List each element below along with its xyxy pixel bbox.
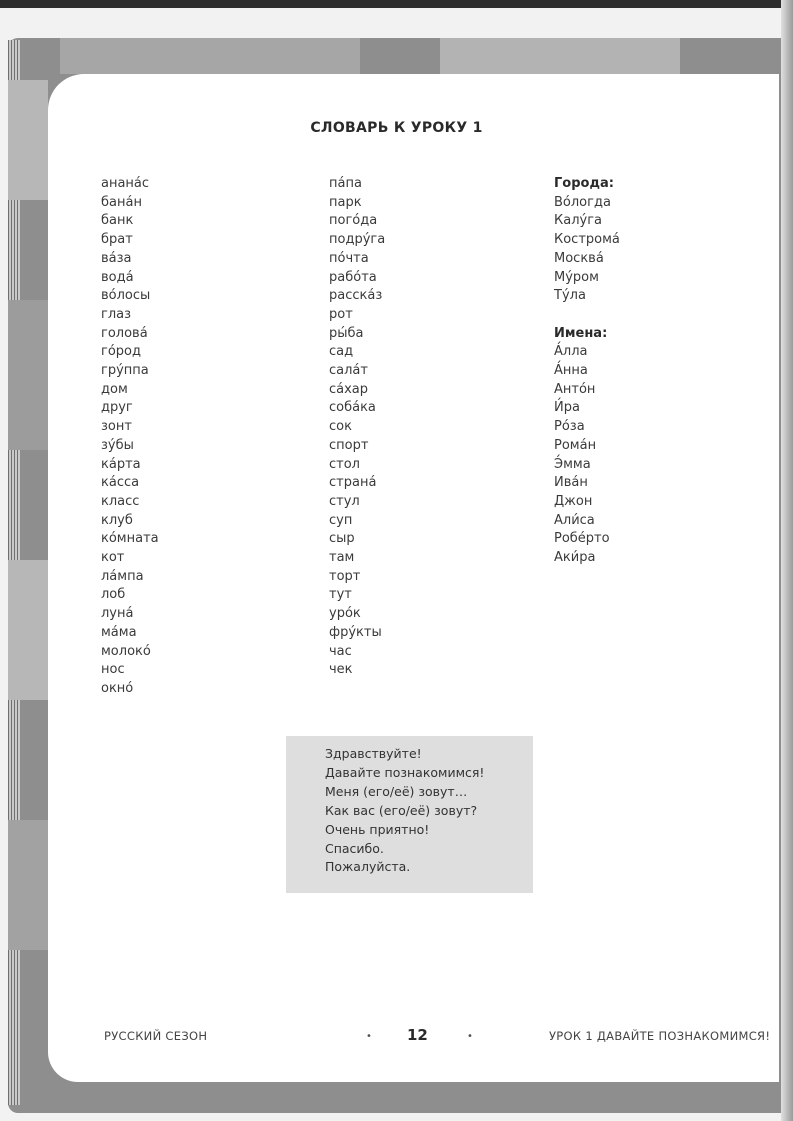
vocab-word: сад <box>329 344 354 360</box>
vocab-word: клуб <box>101 512 133 528</box>
cover-stripe <box>60 38 360 74</box>
vocab-word: сок <box>329 419 352 435</box>
cities-heading: Города: <box>554 176 614 191</box>
city-name: Калу́га <box>554 213 602 229</box>
vocab-word: расска́з <box>329 288 383 304</box>
phrase-line: Как вас (его/её) зовут? <box>325 802 478 818</box>
person-name: Анто́н <box>554 381 596 397</box>
vocab-word: брат <box>101 232 133 248</box>
vocab-word: ры́ба <box>329 325 364 341</box>
vocab-word: спорт <box>329 437 369 453</box>
vocab-word: ла́мпа <box>101 568 144 584</box>
vocab-word: голова́ <box>101 325 148 341</box>
city-name: Ту́ла <box>554 288 586 304</box>
edge-band <box>8 80 48 200</box>
edge-band <box>8 560 48 700</box>
person-name: Робе́рто <box>554 531 610 547</box>
cover-stripe <box>440 38 680 74</box>
vocab-word: бана́н <box>101 194 142 210</box>
vocab-word: гру́ппа <box>101 363 149 379</box>
scan-border-right <box>781 0 793 1121</box>
footer-lesson-title: УРОК 1 ДАВАЙТЕ ПОЗНАКОМИМСЯ! <box>549 1029 771 1043</box>
vocab-column-3 <box>554 175 620 568</box>
vocab-column-2 <box>329 175 385 680</box>
vocab-word: ка́сса <box>101 475 140 491</box>
person-name: А́нна <box>554 363 588 379</box>
vocab-word: во́лосы <box>101 288 151 304</box>
vocab-word: дом <box>101 381 128 397</box>
phrase-line: Очень приятно! <box>325 821 430 837</box>
city-name: Му́ром <box>554 269 599 285</box>
footer-separator: • <box>467 1031 473 1042</box>
vocab-word: па́па <box>329 176 362 191</box>
vocab-column-1 <box>101 175 159 699</box>
person-name: Э́мма <box>554 456 591 472</box>
vocab-word: ма́ма <box>101 624 137 640</box>
vocab-word: го́род <box>101 344 141 360</box>
vocab-word: друг <box>101 400 133 416</box>
vocab-word: суп <box>329 512 353 528</box>
vocab-word: класс <box>101 493 140 509</box>
vocab-word: нос <box>101 662 125 678</box>
vocab-word: по́чта <box>329 250 369 266</box>
vocab-word: глаз <box>101 306 132 322</box>
vocab-word: банк <box>101 213 134 229</box>
city-name: Москва́ <box>554 250 604 266</box>
person-name: Али́са <box>554 512 595 528</box>
vocab-word: час <box>329 643 352 659</box>
vocab-word: луна́ <box>101 606 134 622</box>
phrase-line: Давайте познакомимся! <box>325 764 485 780</box>
names-heading: Имена: <box>554 325 608 341</box>
vocab-word: стол <box>329 456 360 472</box>
cities-list <box>554 194 620 306</box>
vocab-word: фру́кты <box>329 624 382 640</box>
person-name: Аки́ра <box>554 550 596 566</box>
person-name: Ива́н <box>554 475 588 491</box>
phrase-line: Пожалуйста. <box>325 859 411 875</box>
phrase-line: Меня (его/её) зовут… <box>325 783 468 799</box>
phrase-line: Спасибо. <box>325 840 384 856</box>
vocab-word: соба́ка <box>329 400 376 416</box>
spacer <box>554 306 620 325</box>
vocab-word: рабо́та <box>329 269 377 285</box>
vocab-word: зонт <box>101 419 132 435</box>
page-title: СЛОВАРЬ К УРОКУ 1 <box>310 120 483 136</box>
vocab-word: молоко́ <box>101 643 151 659</box>
phrase-line: Здравствуйте! <box>325 746 422 761</box>
vocab-word: окно́ <box>101 680 134 696</box>
vocab-word: кот <box>101 550 125 566</box>
page-number: 12 <box>407 1026 428 1044</box>
person-name: И́ра <box>554 400 580 416</box>
vocab-word: анана́с <box>101 176 150 191</box>
vocab-word: лоб <box>101 587 126 603</box>
vocab-word: пого́да <box>329 213 378 229</box>
vocab-word: парк <box>329 194 362 210</box>
vocab-word: подру́га <box>329 232 386 248</box>
phrases-box <box>286 736 533 893</box>
vocab-word: сыр <box>329 531 355 547</box>
vocab-word: сала́т <box>329 363 368 379</box>
scan-border-top <box>0 0 793 8</box>
vocab-word: там <box>329 550 355 566</box>
vocab-word: вода́ <box>101 269 134 285</box>
vocab-word: страна́ <box>329 475 377 491</box>
vocab-word: стул <box>329 493 360 509</box>
vocab-word: са́хар <box>329 381 369 397</box>
city-name: Во́логда <box>554 194 611 210</box>
person-name: Рома́н <box>554 437 597 453</box>
vocab-word: тут <box>329 587 352 603</box>
vocab-word: ка́рта <box>101 456 141 472</box>
vocab-word: уро́к <box>329 606 361 622</box>
person-name: Ро́за <box>554 419 585 435</box>
edge-band <box>8 820 48 950</box>
vocab-word: ва́за <box>101 250 132 266</box>
vocab-word: чек <box>329 662 353 678</box>
person-name: Джон <box>554 493 593 509</box>
names-list <box>554 343 620 567</box>
edge-band <box>8 300 48 450</box>
footer-separator: • <box>366 1031 372 1042</box>
city-name: Кострома́ <box>554 232 620 248</box>
vocab-word: торт <box>329 568 361 584</box>
footer-book-title: РУССКИЙ СЕЗОН <box>104 1029 208 1043</box>
person-name: А́лла <box>554 344 588 360</box>
vocab-word: зу́бы <box>101 437 134 453</box>
vocab-word: рот <box>329 306 353 322</box>
vocab-word: ко́мната <box>101 531 159 547</box>
